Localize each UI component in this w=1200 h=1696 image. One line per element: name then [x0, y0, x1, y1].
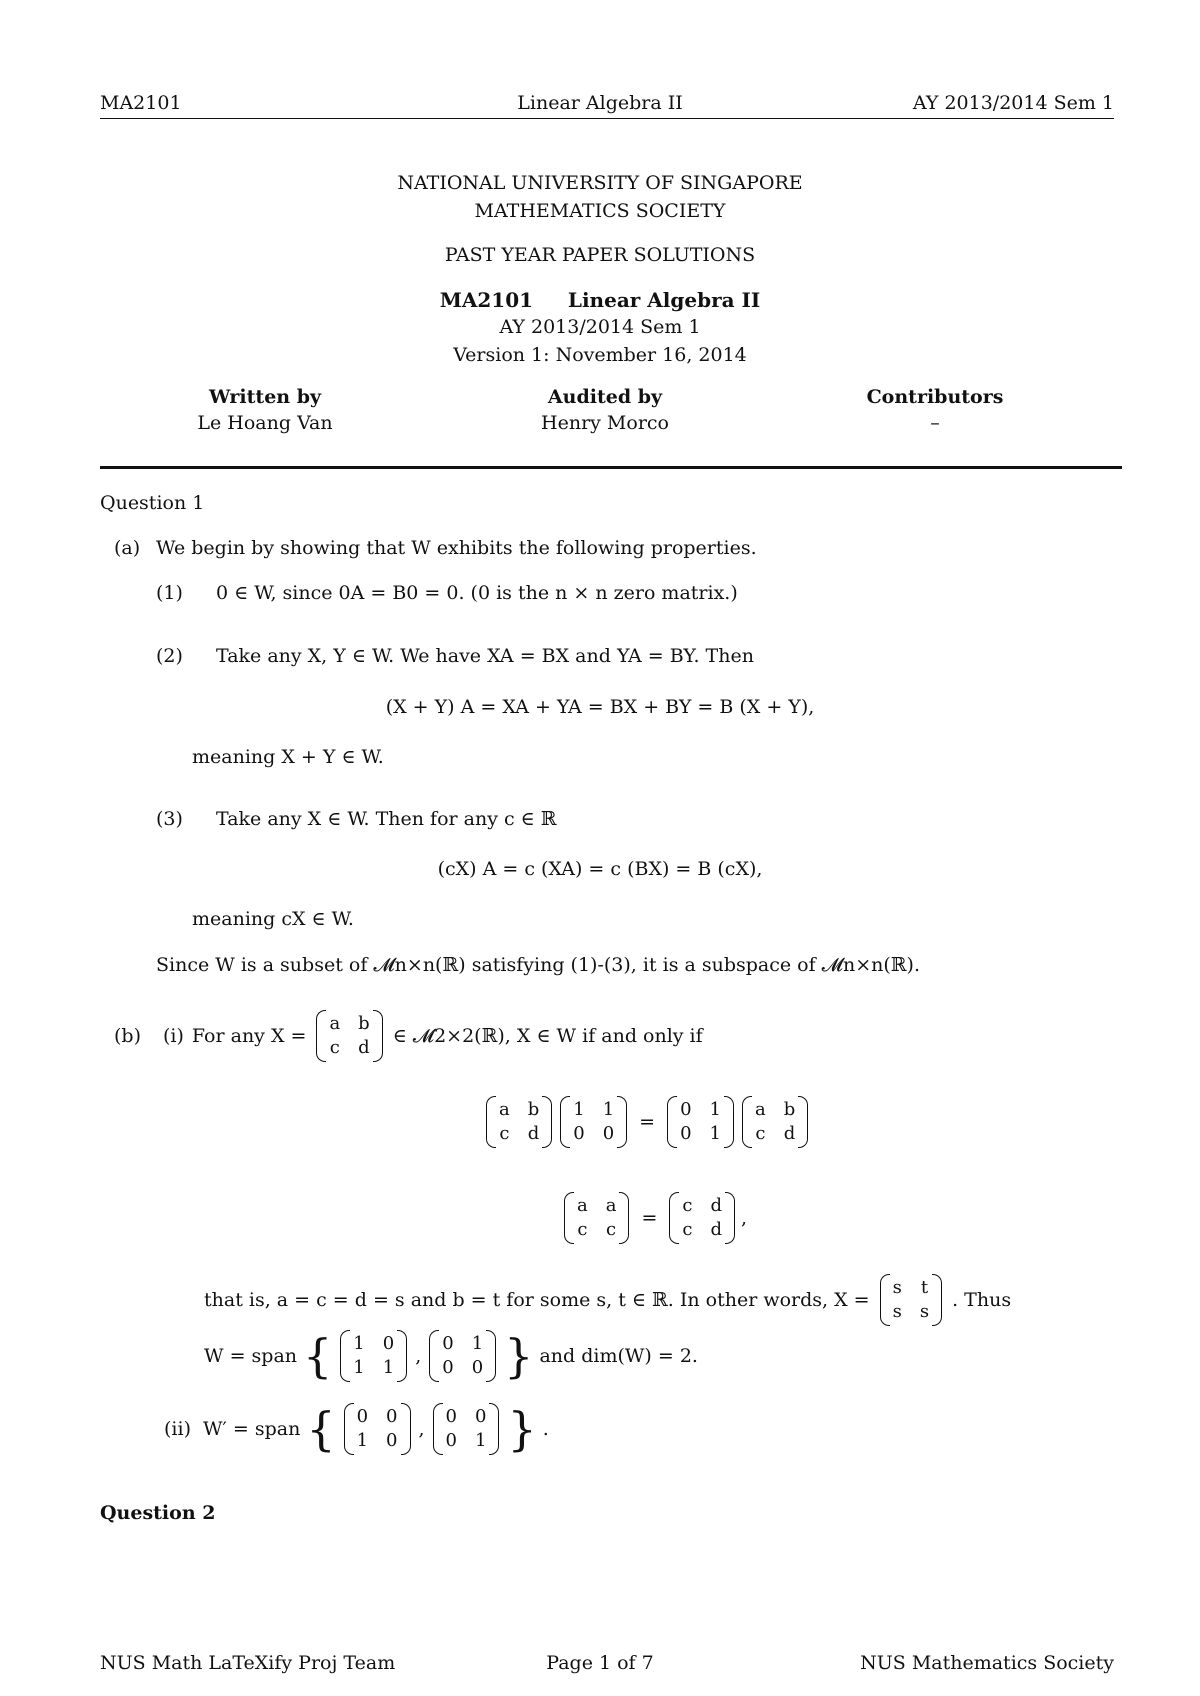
q1b-i-conclusion [204, 1274, 1011, 1326]
header-semester: AY 2013/2014 Sem 1 [912, 92, 1114, 114]
title-course-code: MA2101 [439, 288, 534, 312]
q1b-i-span-prefix: W = span [204, 1345, 298, 1367]
q1a-p1-label: (1) [156, 582, 183, 604]
title-rule [100, 466, 1122, 469]
q1b-i-equation-1: a b c d 1 1 0 0 = 0 1 0 1 a b c d [484, 1096, 810, 1148]
q1b-i-prefix: For any X = [191, 1025, 307, 1047]
matrix-basis-1: 1 0 1 1 [340, 1330, 407, 1382]
q1b-ii-label: (ii) [164, 1418, 191, 1440]
credit-audited [490, 386, 720, 434]
title-version: Version 1: November 16, 2014 [453, 344, 747, 366]
q1-heading: Question 1 [100, 492, 205, 514]
matrix-basis-2: 0 1 0 0 [429, 1330, 496, 1382]
q1b-label: (b) [114, 1025, 141, 1047]
title-semester: AY 2013/2014 Sem 1 [499, 316, 701, 338]
q1a-p1-text: 0 ∈ W, since 0A = B0 = 0. (0 is the n × n zero matrix.) [216, 582, 738, 604]
credit-contributors [830, 386, 1040, 434]
header-course-name: Linear Algebra II [517, 92, 683, 114]
q1a-conclusion: Since W is a subset of 𝓜n×n(ℝ) satisfying (1)-(3), it is a subspace of 𝓜n×n(ℝ). [156, 954, 921, 976]
q1a-p3-equation: (cX) A = c (XA) = c (BX) = B (cX), [437, 858, 763, 880]
q1a-p2-text: Take any X, Y ∈ W. We have XA = BX and YA = BY. Then [216, 645, 754, 667]
q1b-ii-span: (ii) W′ = span { 0 0 1 0 , 0 0 0 1 } . [164, 1402, 549, 1456]
footer-right: NUS Mathematics Society [860, 1652, 1114, 1674]
title-course-name: Linear Algebra II [567, 288, 761, 312]
credit-name: – [930, 412, 940, 434]
footer-left: NUS Math LaTeXify Proj Team [100, 1652, 396, 1674]
credit-role: Written by [208, 386, 322, 408]
q1b-i-equation-2: a a c c = c d c d , [562, 1192, 747, 1244]
matrix-complement-1: 0 0 1 0 [344, 1403, 411, 1455]
title-paper-solutions: PAST YEAR PAPER SOLUTIONS [444, 244, 756, 266]
q1b-i-span: W = span { 1 0 1 1 , 0 1 0 0 } and dim(W) = 2. [204, 1329, 698, 1383]
header-rule [100, 118, 1114, 119]
q1a-label: (a) [114, 537, 141, 559]
title-university: NATIONAL UNIVERSITY OF SINGAPORE [397, 172, 803, 194]
credit-role: Contributors [866, 386, 1004, 408]
matrix-x-solution: s t s s [880, 1274, 943, 1326]
title-course [0, 288, 1200, 312]
title-society: MATHEMATICS SOCIETY [474, 200, 726, 222]
q1b-i-statement [114, 1010, 703, 1062]
matrix-lhs: a a c c [564, 1192, 629, 1244]
matrix-complement-2: 0 0 0 1 [433, 1403, 500, 1455]
q1b-i-label: (i) [163, 1025, 184, 1047]
matrix-x: a b c d [486, 1096, 552, 1148]
q1a-p3-meaning: meaning cX ∈ W. [192, 908, 354, 930]
credit-role: Audited by [547, 386, 663, 408]
q1a-p3-text: Take any X ∈ W. Then for any c ∈ ℝ [216, 808, 557, 830]
header-course-code: MA2101 [100, 92, 182, 114]
q1a-p3-label: (3) [156, 808, 183, 830]
q1a-intro: We begin by showing that W exhibits the following properties. [156, 537, 757, 559]
credit-written [160, 386, 370, 434]
q1b-i-after: that is, a = c = d = s and b = t for some s, t ∈ ℝ. In other words, X = [204, 1289, 870, 1311]
q1b-ii-prefix: W′ = span [202, 1418, 301, 1440]
matrix-x: a b c d [742, 1096, 808, 1148]
q1a-p2-label: (2) [156, 645, 183, 667]
q2-heading: Question 2 [100, 1502, 216, 1524]
q1a-p2-meaning: meaning X + Y ∈ W. [192, 746, 384, 768]
q1a-p2-equation: (X + Y) A = XA + YA = BX + BY = B (X + Y), [385, 696, 815, 718]
q1b-i-after-end: . Thus [952, 1289, 1012, 1311]
credit-name: Le Hoang Van [197, 412, 333, 434]
q1b-i-span-suffix: and dim(W) = 2. [539, 1345, 698, 1367]
matrix-rhs: c d c d [669, 1192, 735, 1244]
matrix-a: 1 1 0 0 [560, 1096, 627, 1148]
matrix-b: 0 1 0 1 [667, 1096, 734, 1148]
credit-name: Henry Morco [541, 412, 669, 434]
footer-page-number: Page 1 of 7 [546, 1652, 654, 1674]
matrix-x-general: a b c d [316, 1010, 382, 1062]
q1b-i-suffix: ∈ 𝓜2×2(ℝ), X ∈ W if and only if [392, 1025, 703, 1047]
